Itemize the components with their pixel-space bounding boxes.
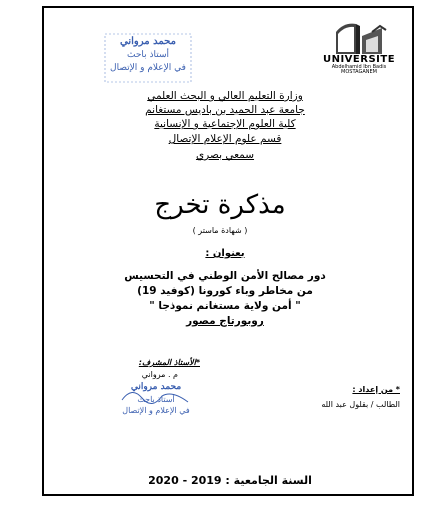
university-name: UNIVERSITE bbox=[322, 54, 396, 65]
supervisor-name: م . مرواني bbox=[141, 370, 178, 379]
supervisor-label: *الأستاذ المشرف: bbox=[138, 358, 200, 367]
memoir-title: مذكرة تخرج bbox=[154, 190, 286, 220]
stamp-top bbox=[104, 30, 192, 86]
degree-subtitle: ( شهادة ماستر ) bbox=[192, 226, 248, 235]
topic-line-2: من مخاطر وباء كورونا (كوفيد 19) bbox=[137, 285, 313, 297]
stamp-role: أستاذ باحث bbox=[126, 50, 170, 60]
faculty-line: كلية العلوم الإجتماعية و الإنسانية bbox=[154, 118, 296, 130]
topic-line-3: " أمن ولاية مستغانم نموذجا " bbox=[149, 300, 301, 312]
academic-year: السنة الجامعية : 2019 - 2020 bbox=[148, 474, 312, 487]
ministry-line: وزارة التعليم العالي و البحث العلمي bbox=[147, 90, 303, 102]
department-line: قسم علوم الإعلام الإتصال bbox=[168, 133, 282, 145]
stamp-field: في الإعلام و الإتصال bbox=[110, 63, 186, 73]
topic-line-1: دور مصالح الأمن الوطني في التحسيس bbox=[124, 270, 326, 282]
university-subname: Abdelhamid Ibn Badis bbox=[331, 64, 387, 70]
stamp-name: محمد مرواني bbox=[120, 36, 176, 47]
supervisor-stamp bbox=[118, 380, 194, 420]
supervisor-stamp-role: أستاذ باحث bbox=[137, 395, 175, 404]
topic-line-4: روبورتاج مصور bbox=[186, 315, 264, 327]
supervisor-stamp-field: في الإعلام و الإتصال bbox=[122, 406, 190, 415]
specialty-line: سمعي بصري bbox=[195, 149, 255, 161]
university-logo-icon bbox=[316, 18, 402, 58]
supervisor-stamp-name: محمد مرواني bbox=[130, 382, 182, 392]
student-label: * من إعداد : bbox=[352, 385, 400, 394]
university-city: MOSTAGANEM bbox=[341, 69, 377, 75]
topic-label: بعنوان : bbox=[205, 248, 245, 259]
student-name: الطالب / بقلول عبد الله bbox=[321, 400, 400, 409]
university-line: جامعة عبد الحميد بن باديس مستغانم bbox=[145, 104, 305, 116]
